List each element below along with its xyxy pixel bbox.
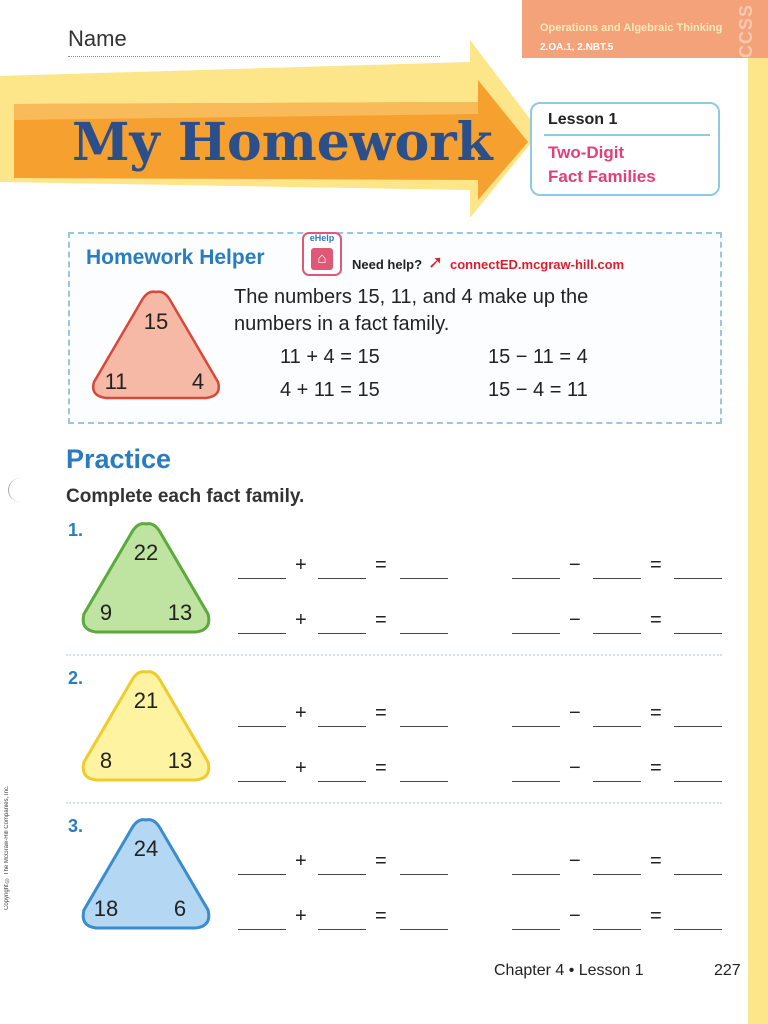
minus-sign: −: [569, 905, 581, 927]
name-label: Name: [68, 26, 127, 51]
home-icon: ⌂: [311, 248, 333, 270]
answer-blank[interactable]: [512, 929, 560, 930]
triangle-top-number: 24: [133, 836, 159, 861]
triangle-right-number: 6: [173, 896, 187, 921]
chapter-lesson: Chapter 4 • Lesson 1: [494, 962, 644, 979]
need-help-text: Need help?: [352, 257, 423, 272]
ccss-tag: CCSS: [736, 3, 756, 58]
answer-blank[interactable]: [318, 633, 366, 634]
copyright: Copyright © The McGraw-Hill Companies, Inc.: [4, 785, 10, 910]
lesson-title-line2: Fact Families: [548, 167, 656, 186]
problem-number: 2.: [68, 668, 84, 688]
minus-sign: −: [569, 554, 581, 576]
answer-blank[interactable]: [674, 781, 722, 782]
problem-separator: [66, 654, 722, 656]
triangle-left-number: 18: [93, 896, 119, 921]
lesson-title-line1: Two-Digit: [548, 143, 625, 162]
equation-2: 15 − 11 = 4: [488, 346, 588, 368]
plus-sign: +: [295, 757, 307, 779]
helper-triangle-top: 15: [143, 309, 169, 334]
equals-sign: =: [650, 905, 662, 927]
minus-sign: −: [569, 702, 581, 724]
answer-blank[interactable]: [512, 874, 560, 875]
helper-text-line2: numbers in a fact family.: [234, 313, 450, 335]
answer-blank[interactable]: [400, 578, 448, 579]
answer-blank[interactable]: [674, 874, 722, 875]
problem-number: 1.: [68, 520, 84, 540]
equals-sign: =: [375, 702, 387, 724]
ccss-domain: Operations and Algebraic Thinking: [540, 22, 723, 34]
plus-sign: +: [295, 850, 307, 872]
triangle-right-number: 13: [167, 748, 193, 773]
answer-blank[interactable]: [593, 578, 641, 579]
lesson-title: [548, 141, 708, 189]
equals-sign: =: [375, 609, 387, 631]
answer-blank[interactable]: [238, 929, 286, 930]
answer-blank[interactable]: [318, 929, 366, 930]
answer-blank[interactable]: [318, 781, 366, 782]
triangle-right-number: 13: [167, 600, 193, 625]
plus-sign: +: [295, 609, 307, 631]
answer-blank[interactable]: [512, 633, 560, 634]
triangle-top-number: 21: [133, 688, 159, 713]
answer-blank[interactable]: [318, 726, 366, 727]
plus-sign: +: [295, 554, 307, 576]
answer-blank[interactable]: [238, 726, 286, 727]
equation-4: 15 − 4 = 11: [488, 379, 588, 401]
equals-sign: =: [650, 554, 662, 576]
side-stripe: [748, 58, 768, 1024]
equals-sign: =: [650, 850, 662, 872]
minus-sign: −: [569, 757, 581, 779]
equals-sign: =: [650, 609, 662, 631]
helper-triangle-right: 4: [191, 369, 205, 394]
answer-blank[interactable]: [238, 781, 286, 782]
helper-explanation: [234, 284, 694, 338]
ccss-standards: 2.OA.1, 2.NBT.5: [540, 42, 614, 53]
plus-sign: +: [295, 905, 307, 927]
equals-sign: =: [375, 757, 387, 779]
equals-sign: =: [650, 702, 662, 724]
page-number: 227: [714, 962, 741, 979]
answer-blank[interactable]: [593, 929, 641, 930]
answer-blank[interactable]: [674, 578, 722, 579]
answer-blank[interactable]: [238, 578, 286, 579]
answer-blank[interactable]: [400, 633, 448, 634]
answer-blank[interactable]: [400, 781, 448, 782]
equals-sign: =: [375, 905, 387, 927]
lesson-number: Lesson 1: [548, 111, 618, 128]
triangle-top-number: 22: [133, 540, 159, 565]
answer-blank[interactable]: [512, 726, 560, 727]
answer-blank[interactable]: [593, 726, 641, 727]
answer-blank[interactable]: [593, 781, 641, 782]
cursor-icon: ➚: [428, 252, 444, 272]
homework-helper-title: Homework Helper: [86, 246, 265, 269]
answer-blank[interactable]: [512, 781, 560, 782]
triangle-left-number: 8: [99, 748, 113, 773]
minus-sign: −: [569, 609, 581, 631]
problem-number: 3.: [68, 816, 84, 836]
equation-3: 4 + 11 = 15: [280, 379, 380, 401]
answer-blank[interactable]: [400, 874, 448, 875]
equals-sign: =: [375, 554, 387, 576]
answer-blank[interactable]: [318, 874, 366, 875]
answer-blank[interactable]: [400, 929, 448, 930]
problem-separator: [66, 802, 722, 804]
equals-sign: =: [375, 850, 387, 872]
equation-1: 11 + 4 = 15: [280, 346, 380, 368]
equals-sign: =: [650, 757, 662, 779]
helper-text-line1: The numbers 15, 11, and 4 make up the: [234, 286, 589, 308]
answer-blank[interactable]: [238, 633, 286, 634]
plus-sign: +: [295, 702, 307, 724]
answer-blank[interactable]: [674, 726, 722, 727]
connected-link[interactable]: connectED.mcgraw-hill.com: [450, 257, 625, 272]
answer-blank[interactable]: [674, 633, 722, 634]
practice-instruction: Complete each fact family.: [66, 486, 305, 507]
answer-blank[interactable]: [593, 874, 641, 875]
minus-sign: −: [569, 850, 581, 872]
ehelp-label: eHelp: [309, 233, 335, 243]
answer-blank[interactable]: [318, 578, 366, 579]
answer-blank[interactable]: [238, 874, 286, 875]
page-title: My Homework: [72, 112, 493, 173]
answer-blank[interactable]: [593, 633, 641, 634]
answer-blank[interactable]: [400, 726, 448, 727]
punch-hole: [8, 478, 33, 502]
helper-triangle-left: 11: [104, 369, 128, 394]
answer-blank[interactable]: [674, 929, 722, 930]
answer-blank[interactable]: [512, 578, 560, 579]
practice-heading: Practice: [66, 444, 172, 474]
lesson-rule: [544, 134, 710, 136]
triangle-left-number: 9: [99, 600, 113, 625]
